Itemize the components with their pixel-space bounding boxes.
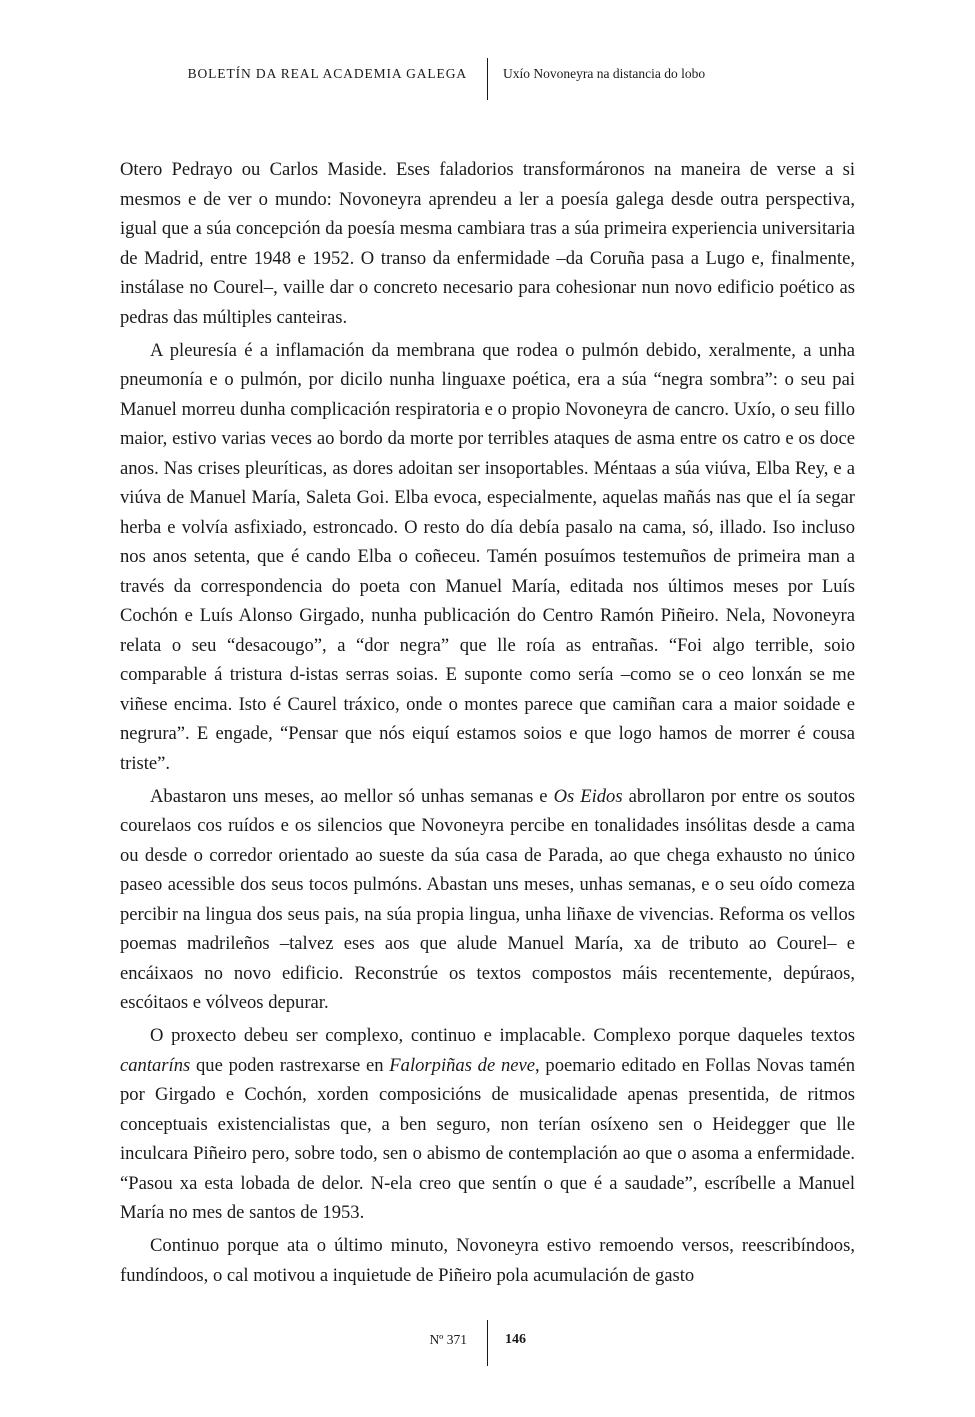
emphasis-word: cantaríns [120, 1054, 191, 1076]
paragraph-text: , poemario editado en Follas Novas tamén por Girgado e Cochón, xorden composicións de musicalidade apenas presentida, de ritmos conceptuais existencialistas que, a ben seguro, non terían osíxeno sen o Heidegger que lle inculcara Piñeiro pero, sobre todo, sen o abismo de contemplación ao que o asoma a enfermidade. “Pasou xa esta lobada de delor. N-ela creo que sentín o que é a saudade”, escríbelle a Manuel María no mes de santos de 1953. [120, 1054, 855, 1223]
article-body [120, 155, 855, 1294]
journal-title: BOLETÍN DA REAL ACADEMIA GALEGA [187, 66, 467, 81]
paragraph: Otero Pedrayo ou Carlos Maside. Eses faladorios transformáronos na maneira de verse a si mesmos e de ver o mundo: Novoneyra aprendeu a ler a poesía galega desde outra perspectiva, igual que a súa concepción da poesía mesma cambiara tras a súa primeira experiencia universitaria de Madrid, entre 1948 e 1952. O transo da enfermidade –da Coruña pasa a Lugo e, finalmente, instálase no Courel–, vaille dar o concreto necesario para cohesionar nun novo edificio poético as pedras das múltiples canteiras. [120, 159, 855, 328]
paragraph: A pleuresía é a inflamación da membrana que rodea o pulmón debido, xeralmente, a unha pneumonía e o pulmón, por dicilo nunha linguaxe poética, era a súa “negra sombra”: o seu pai Manuel morreu dunha complicación respiratoria e o propio Novoneyra de cancro. Uxío, o seu fillo maior, estivo varias veces ao bordo da morte por terribles ataques de asma entre os catro e os doce anos. Nas crises pleuríticas, as dores adoitan ser insoportables. Méntaas a súa viúva, Elba Rey, e a viúva de Manuel María, Saleta Goi. Elba evoca, especialmente, aquelas mañás nas que el ía segar herba e volvía asfixiado, estroncado. O resto do día debía pasalo na cama, só, illado. Iso incluso nos anos setenta, que é cando Elba o coñeceu. Tamén posuímos testemuños de primeira man a través da correspondencia do poeta con Manuel María, editada nos últimos meses por Luís Cochón e Luís Alonso Girgado, nunha publicación do Centro Ramón Piñeiro. Nela, Novoneyra relata o seu “desacougo”, a “dor negra” que lle roía as entrañas. “Foi algo terrible, soio comparable á tristura d-istas serras soias. E suponte como sería –como se o ceo lonxán se me viñese encima. Isto é Caurel tráxico, onde o montes parece que camiñan cara a maior soidade e negrura”. E engade, “Pensar que nós eiquí estamos soios e que logo hamos de morrer é cousa triste”. [120, 339, 855, 774]
article-title: Uxío Novoneyra na distancia do lobo [503, 66, 706, 81]
header-divider [487, 58, 488, 100]
paragraph-text: que poden rastrexarse en [190, 1054, 390, 1076]
paragraph-text: abrollaron por entre os soutos courelaos cos ruídos e os silencios que Novoneyra percibe en tonalidades insólitas desde a cama ou desde o corredor orientado ao sueste da súa casa de Parada, ao que chega exhausto no único paseo acessible dos seus tocos pulmóns. Abastan uns meses, unhas semanas, e o seu oído comeza percibir na lingua dos seus pais, na súa propia lingua, unha liñaxe de vivencias. Reforma os vellos poemas madrileños –talvez eses aos que alude Manuel María, xa de tributo ao Courel– e encáixaos no novo edificio. Reconstrúe os textos compostos máis recentemente, depúraos, escóitaos e vólveos depurar. [120, 785, 855, 1013]
paragraph-text: Abastaron uns meses, ao mellor só unhas semanas e [150, 785, 554, 807]
book-title: Os Eidos [553, 785, 623, 807]
paragraph: Continuo porque ata o último minuto, Novoneyra estivo remoendo versos, reescribíndoos, fundíndoos, o cal motivou a inquietude de Piñeiro pola acumulación de gasto [120, 1235, 855, 1286]
paragraph [120, 782, 855, 1018]
page-number: 146 [505, 1332, 526, 1347]
running-header [0, 58, 975, 100]
issue-number: Nº 371 [429, 1332, 467, 1347]
paragraph [120, 1021, 855, 1228]
paragraph-text: O proxecto debeu ser complexo, continuo e implacable. Complexo porque daqueles textos [150, 1025, 855, 1046]
page-footer [0, 1320, 975, 1366]
footer-divider [487, 1320, 488, 1366]
book-title: Falorpiñas de neve [389, 1054, 536, 1076]
